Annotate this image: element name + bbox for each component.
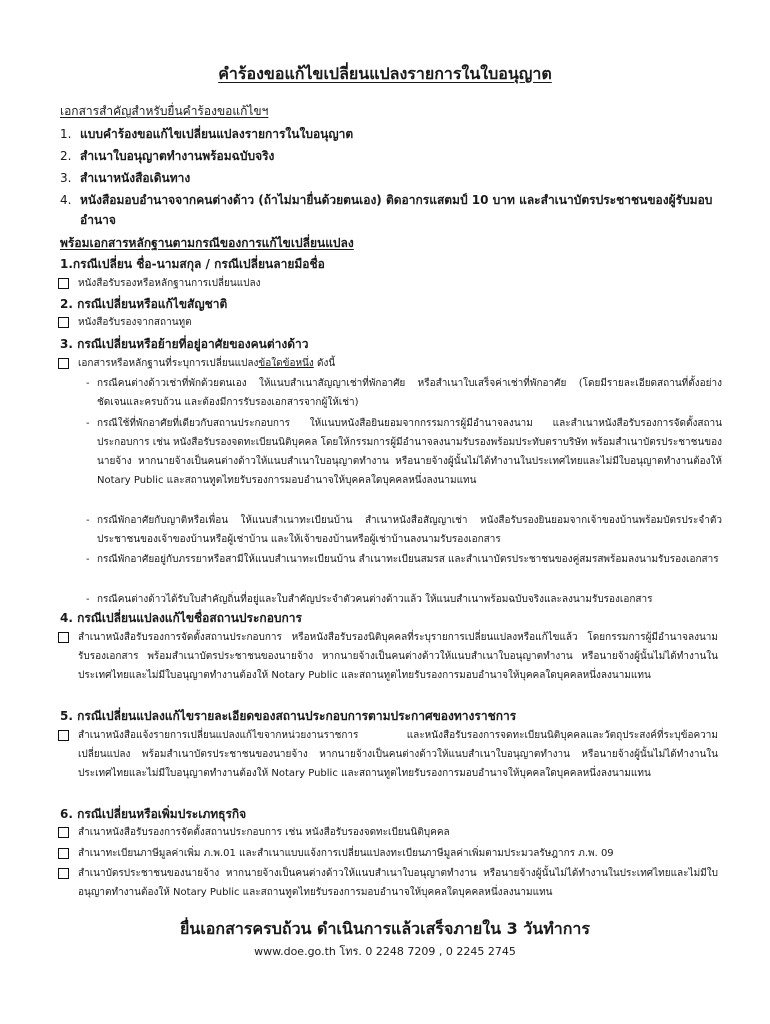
case-6-heading: 6. กรณีเปลี่ยนหรือเพิ่มประเภทธุรกิจ — [60, 807, 247, 821]
bullet-dash: - — [86, 515, 90, 526]
page-title: คำร้องขอแก้ไขเปลี่ยนแปลงรายการในใบอนุญาต — [218, 64, 552, 83]
bullet-dash: - — [86, 554, 90, 565]
case-3-item — [78, 354, 718, 373]
doc-item-text: สำเนาหนังสือเดินทาง — [80, 171, 191, 185]
case-5-item: สำเนาหนังสือแจ้งรายการเปลี่ยนแปลงแก้ไขจากหน่วยงานราชการ และหนังสือรับรองการจดทะเบียนนิติบุคคลและวัตถุประสงค์ที่ระบุข้อความเปลี่ยนแปลง พร้อมสำเนาบัตรประชาชนของนายจ้าง หากนายจ้างเป็นคนต่างด้าวให้แนบสำเนาใบอนุญาตทำงาน หรือนายจ้างผู้นั้นไม่ได้ทำงานในประเทศไทยและไม่มีใบอนุญาตทำงานต้องให้ Notary Public และสถานทูตไทยรับรองการมอบอำนาจให้บุคคลใดบุคคลหนึ่งลงนามแทน — [78, 730, 718, 779]
contact-info: www.doe.go.th โทร. 0 2248 7209 , 0 2245 2745 — [254, 945, 516, 958]
checkbox[interactable] — [58, 827, 69, 838]
bullet-dash: - — [86, 378, 90, 389]
case-1-heading: 1.กรณีเปลี่ยน ชื่อ-นามสกุล / กรณีเปลี่ยนลายมือชื่อ — [60, 257, 325, 271]
case-6-item: สำเนาบัตรประชาชนของนายจ้าง หากนายจ้างเป็นคนต่างด้าวให้แนบสำเนาใบอนุญาตทำงาน หรือนายจ้างผู้นั้นไม่ได้ทำงานในประเทศไทยและไม่มีใบอนุญาตทำงานต้องให้ Notary Public และสถานทูตไทยรับรองการมอบอำนาจให้บุคคลใดบุคคลหนึ่งลงนามแทน — [78, 868, 718, 898]
doc-item — [60, 190, 720, 230]
checkbox[interactable] — [58, 278, 69, 289]
checkbox[interactable] — [58, 632, 69, 643]
required-docs-heading: เอกสารสำคัญสำหรับยื่นคำร้องขอแก้ไขฯ — [60, 104, 269, 118]
case-3-bullet: กรณีคนต่างด้าวเช่าที่พักด้วยตนเอง ให้แนบสำเนาสัญญาเช่าที่พักอาศัย หรือสำเนาใบเสร็จค่าเช่าที่พักอาศัย (โดยมีรายละเอียดสถานที่ตั้งอย่างชัดเจนและครบถ้วน และต้องมีการรับรองเอกสารจากผู้ให้เช่า) — [97, 378, 722, 408]
case-6-item: สำเนาทะเบียนภาษีมูลค่าเพิ่ม ภ.พ.01 และสำเนาแบบแจ้งการเปลี่ยนแปลงทะเบียนภาษีมูลค่าเพิ่มตามประมวลรัษฎากร ภ.พ. 09 — [78, 848, 614, 859]
doc-item-number: 2. — [60, 149, 72, 163]
case-5-heading: 5. กรณีเปลี่ยนแปลงแก้ไขรายละเอียดของสถานประกอบการตามประกาศของทางราชการ — [60, 709, 517, 723]
doc-item-text: แบบคำร้องขอแก้ไขเปลี่ยนแปลงรายการในใบอนุญาต — [80, 127, 354, 141]
case-3-bullet: กรณีพักอาศัยอยู่กับภรรยาหรือสามีให้แนบสำเนาทะเบียนบ้าน สำเนาทะเบียนสมรส และสำเนาบัตรประชาชนของคู่สมรสพร้อมลงนามรับรองเอกสาร — [97, 554, 719, 565]
case-3-heading: 3. กรณีเปลี่ยนหรือย้ายที่อยู่อาศัยของคนต่างด้าว — [60, 337, 309, 351]
checkbox[interactable] — [58, 358, 69, 369]
doc-item-number: 3. — [60, 171, 72, 185]
checkbox[interactable] — [58, 317, 69, 328]
case-3-item-pre: เอกสารหรือหลักฐานที่ระบุการเปลี่ยนแปลง — [78, 358, 259, 369]
case-3-bullet: กรณีคนต่างด้าวได้รับใบสำคัญถิ่นที่อยู่และใบสำคัญประจำตัวคนต่างด้าวแล้ว ให้แนบสำเนาพร้อมฉบับจริงและลงนามรับรองเอกสาร — [97, 594, 653, 605]
doc-item-text: สำเนาใบอนุญาตทำงานพร้อมฉบับจริง — [80, 149, 275, 163]
doc-item — [60, 146, 720, 166]
checkbox[interactable] — [58, 848, 69, 859]
closing-statement: ยื่นเอกสารครบถ้วน ดำเนินการแล้วเสร็จภายใน 3 วันทำการ — [180, 919, 590, 938]
case-3-bullet: กรณีพักอาศัยกับญาติหรือเพื่อน ให้แนบสำเนาทะเบียนบ้าน สำเนาหนังสือสัญญาเช่า หนังสือรับรองยินยอมจากเจ้าของบ้านพร้อมบัตรประจำตัวประชาชนของเจ้าของบ้านหรือผู้เช่าบ้าน และให้เจ้าของบ้านหรือผู้เช่าบ้านลงนามรับรองเอกสาร — [97, 515, 722, 545]
doc-item-number: 4. — [60, 193, 72, 207]
evidence-heading: พร้อมเอกสารหลักฐานตามกรณีของการแก้ไขเปลี่ยนแปลง — [60, 236, 354, 250]
doc-item-number: 1. — [60, 127, 72, 141]
case-3-item-underlined: ข้อใดข้อหนึ่ง — [258, 358, 314, 369]
bullet-dash: - — [86, 594, 90, 605]
case-6-item: สำเนาหนังสือรับรองการจัดตั้งสถานประกอบการ เช่น หนังสือรับรองจดทะเบียนนิติบุคคล — [78, 827, 450, 838]
case-2-heading: 2. กรณีเปลี่ยนหรือแก้ไขสัญชาติ — [60, 297, 228, 311]
case-1-item: หนังสือรับรองหรือหลักฐานการเปลี่ยนแปลง — [78, 278, 261, 289]
bullet-dash: - — [86, 418, 90, 429]
case-3-bullet: กรณีใช้ที่พักอาศัยที่เดียวกับสถานประกอบการ ให้แนบหนังสือยินยอมจากกรรมการผู้มีอำนาจลงนาม และสำเนาหนังสือรับรองการจัดตั้งสถานประกอบการ เช่น หนังสือรับรองจดทะเบียนนิติบุคคล โดยให้กรรมการผู้มีอำนาจลงนามรับรองพร้อมประทับตราบริษัท พร้อมสำเนาบัตรประชาชนของนายจ้าง หากนายจ้างเป็นคนต่างด้าวให้แนบสำเนาใบอนุญาตทำงาน หรือนายจ้างผู้นั้นไม่ได้ทำงานในประเทศไทยและไม่มีใบอนุญาตทำงานต้องให้ Notary Public และสถานทูตไทยรับรองการมอบอำนาจให้บุคคลใดบุคคลหนึ่งลงนามแทน — [97, 418, 722, 486]
case-2-item: หนังสือรับรองจากสถานทูต — [78, 317, 192, 328]
doc-item — [60, 124, 720, 144]
doc-item-text: หนังสือมอบอำนาจจากคนต่างด้าว (ถ้าไม่มายื่นด้วยตนเอง) ติดอากรแสตมป์ 10 บาท และสำเนาบัตรประชาชนของผู้รับมอบอำนาจ — [80, 193, 713, 227]
case-4-heading: 4. กรณีเปลี่ยนแปลงแก้ไขชื่อสถานประกอบการ — [60, 611, 302, 625]
case-4-item: สำเนาหนังสือรับรองการจัดตั้งสถานประกอบการ หรือหนังสือรับรองนิติบุคคลที่ระบุรายการเปลี่ยนแปลงหรือแก้ไขแล้ว โดยกรรมการผู้มีอำนาจลงนามรับรองเอกสาร พร้อมสำเนาบัตรประชาชนของนายจ้าง หากนายจ้างเป็นคนต่างด้าวให้แนบสำเนาใบอนุญาตทำงาน หรือนายจ้างผู้นั้นไม่ได้ทำงานในประเทศไทยและไม่มีใบอนุญาตทำงานต้องให้ Notary Public และสถานทูตไทยรับรองการมอบอำนาจให้บุคคลใดบุคคลหนึ่งลงนามแทน — [78, 632, 718, 681]
checkbox[interactable] — [58, 868, 69, 879]
checkbox[interactable] — [58, 730, 69, 741]
case-3-item-post: ดังนี้ — [313, 358, 336, 369]
doc-item — [60, 168, 720, 188]
